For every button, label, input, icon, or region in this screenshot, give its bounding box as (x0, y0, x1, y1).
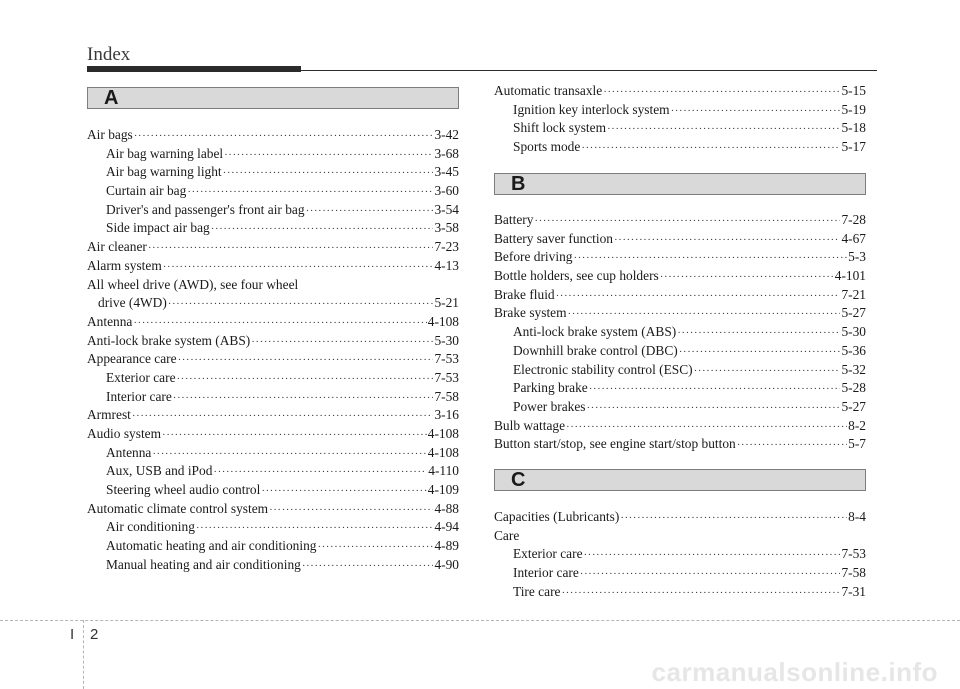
dot-leader (187, 183, 433, 202)
index-term: Curtain air bag (106, 183, 187, 199)
dot-leader (607, 120, 840, 139)
page-reference: 5-15 (841, 83, 866, 98)
page-reference: 5-7 (848, 436, 866, 452)
index-term: Audio system (87, 426, 162, 441)
page-reference: 7-53 (434, 351, 459, 367)
dot-leader (261, 482, 426, 501)
index-term: Anti-lock brake system (ABS) (513, 324, 677, 340)
index-term: Antenna (87, 313, 133, 329)
index-entry (494, 286, 866, 305)
index-entry (87, 332, 459, 351)
page-reference: 4-88 (434, 500, 459, 516)
index-term: Care (494, 527, 520, 543)
page-reference: 7-58 (434, 388, 459, 404)
page-reference: 5-30 (434, 332, 459, 348)
index-term: Air bag warning label (106, 145, 224, 161)
dot-leader (671, 102, 841, 121)
dot-leader (148, 239, 434, 258)
page-reference: 7-28 (841, 212, 866, 227)
index-list-a-continued (494, 82, 866, 157)
page-reference: 5-3 (848, 249, 866, 265)
index-term: Appearance care (87, 351, 177, 367)
dot-leader (568, 305, 841, 324)
dot-leader (603, 83, 840, 102)
index-entry (87, 500, 459, 519)
index-entry (87, 481, 459, 500)
index-entry (87, 145, 459, 164)
index-term: Brake system (494, 305, 567, 321)
index-entry (87, 350, 459, 369)
index-term: Battery saver function (494, 230, 613, 246)
dot-leader (660, 268, 834, 287)
section-header-b (494, 173, 866, 195)
index-term: Automatic climate control system (87, 500, 269, 516)
index-entry (87, 462, 459, 481)
index-entry (87, 313, 459, 332)
page-reference: 4-67 (841, 230, 866, 246)
page-reference: 7-21 (841, 286, 866, 302)
dot-leader (134, 127, 434, 146)
index-term: Interior care (513, 565, 579, 581)
page-reference: 4-101 (834, 268, 866, 284)
index-term: Manual heating and air conditioning (106, 556, 301, 572)
page-reference: 7-53 (841, 546, 866, 562)
dot-leader (737, 436, 847, 455)
index-term: Side impact air bag (106, 220, 210, 236)
section-letter-b: B (511, 173, 526, 195)
dot-leader (694, 362, 841, 381)
index-entry (87, 182, 459, 201)
page-reference: 7-31 (841, 583, 866, 599)
index-entry (494, 527, 866, 546)
page-title: Index (87, 44, 131, 65)
dot-leader (573, 249, 847, 268)
dot-leader (196, 519, 434, 538)
index-entry (494, 323, 866, 342)
section-header-a (87, 87, 459, 109)
index-term: Air bag warning light (106, 164, 222, 180)
index-entry (87, 444, 459, 463)
index-entry (494, 398, 866, 417)
index-term: Battery (494, 212, 534, 227)
dot-leader (584, 546, 841, 565)
index-entry (494, 379, 866, 398)
dot-leader (580, 565, 841, 584)
page-reference: 3-54 (434, 201, 459, 217)
page-reference: 5-18 (841, 120, 866, 136)
index-entry (87, 257, 459, 276)
index-term: Sports mode (513, 139, 581, 155)
index-entry (87, 406, 459, 425)
dot-leader (561, 584, 840, 603)
index-entry (87, 518, 459, 537)
page-reference: 4-89 (434, 538, 459, 554)
dot-leader (173, 389, 434, 408)
index-entry (494, 361, 866, 380)
index-entry (494, 211, 866, 230)
index-term: All wheel drive (AWD), see four wheel (87, 276, 299, 292)
page-reference: 5-19 (841, 101, 866, 117)
index-term: drive (4WD) (98, 295, 167, 311)
index-entry (494, 564, 866, 583)
header-rule-thin (301, 70, 877, 71)
index-term: Air cleaner (87, 239, 147, 255)
page-reference: 4-109 (427, 482, 459, 498)
index-term: Alarm system (87, 257, 162, 273)
dot-leader (587, 399, 841, 418)
index-entry (87, 163, 459, 182)
index-entry (87, 294, 459, 313)
section-letter-a: A (104, 87, 119, 109)
dot-leader (163, 258, 434, 277)
index-term: Automatic heating and air conditioning (106, 538, 317, 554)
dot-leader (317, 538, 433, 557)
index-term: Capacities (Lubricants) (494, 509, 620, 524)
index-term: Exterior care (106, 369, 176, 385)
dot-leader (224, 146, 433, 165)
dot-leader (132, 407, 434, 426)
dot-leader (213, 463, 427, 482)
index-entry (87, 388, 459, 407)
index-term: Bulb wattage (494, 417, 566, 433)
page-reference: 4-108 (427, 444, 459, 460)
index-term: Brake fluid (494, 286, 555, 302)
index-entry (87, 556, 459, 575)
index-term: Aux, USB and iPod (106, 463, 213, 479)
watermark: carmanualsonline.info (651, 657, 938, 687)
page-reference: 3-42 (434, 127, 459, 142)
page-reference: 5-27 (841, 305, 866, 321)
index-entry (494, 138, 866, 157)
index-entry (494, 248, 866, 267)
dot-leader (620, 509, 847, 528)
index-entry (494, 304, 866, 323)
index-term: Shift lock system (513, 120, 606, 136)
page-reference: 5-32 (841, 361, 866, 377)
index-entry (87, 219, 459, 238)
dot-leader (133, 314, 426, 333)
index-term: Parking brake (513, 380, 588, 396)
index-entry (494, 230, 866, 249)
index-entry (494, 508, 866, 527)
dot-leader (534, 212, 840, 231)
index-term: Button start/stop, see engine start/stop button (494, 436, 736, 452)
dot-leader (251, 333, 433, 352)
dot-leader (223, 164, 434, 183)
page-reference: 8-2 (848, 417, 866, 433)
index-entry (87, 425, 459, 444)
page-reference: 5-36 (841, 342, 866, 358)
dot-leader (556, 287, 841, 306)
index-term: Ignition key interlock system (513, 101, 670, 117)
index-term: Armrest (87, 407, 131, 423)
header-rule-thick (87, 66, 301, 72)
dot-leader (177, 370, 434, 389)
index-term: Driver's and passenger's front air bag (106, 201, 305, 217)
dot-leader (211, 220, 434, 239)
page-reference: 4-108 (427, 313, 459, 329)
index-term: Air bags (87, 127, 133, 142)
page-reference: 7-23 (434, 239, 459, 255)
footer-page-number: 2 (90, 626, 99, 643)
page-reference: 3-16 (434, 407, 459, 423)
page-reference: 4-13 (434, 257, 459, 273)
index-entry (87, 201, 459, 220)
index-term: Anti-lock brake system (ABS) (87, 332, 251, 348)
index-entry (494, 82, 866, 101)
page-reference: 3-60 (434, 183, 459, 199)
index-term: Downhill brake control (DBC) (513, 342, 678, 358)
page-reference: 5-17 (841, 139, 866, 155)
dot-leader (566, 418, 847, 437)
page-reference: 4-94 (434, 519, 459, 535)
index-term: Exterior care (513, 546, 583, 562)
page-reference: 5-27 (841, 398, 866, 414)
dot-leader (302, 557, 434, 576)
index-entry (494, 342, 866, 361)
page-reference: 5-30 (841, 324, 866, 340)
index-entry (494, 101, 866, 120)
index-term: Air conditioning (106, 519, 195, 535)
index-term: Interior care (106, 388, 172, 404)
footer-divider (83, 620, 84, 689)
page-reference: 7-53 (434, 369, 459, 385)
dot-leader (152, 445, 426, 464)
index-entry (494, 583, 866, 602)
index-entry (87, 369, 459, 388)
index-term: Steering wheel audio control (106, 482, 261, 498)
dot-leader (677, 324, 840, 343)
index-term: Before driving (494, 249, 573, 265)
page-reference: 7-58 (841, 565, 866, 581)
index-term: Bottle holders, see cup holders (494, 268, 659, 284)
page-reference: 4-90 (434, 556, 459, 572)
index-term: Electronic stability control (ESC) (513, 361, 693, 377)
dot-leader (614, 231, 840, 250)
dot-leader (589, 380, 841, 399)
index-term: Antenna (106, 444, 152, 460)
index-list-a (87, 126, 459, 575)
dot-leader (269, 501, 433, 520)
dot-leader (581, 139, 840, 158)
index-entry (494, 545, 866, 564)
section-header-c (494, 469, 866, 491)
footer-rule (0, 620, 960, 621)
footer-section-label: I (70, 626, 75, 643)
page-reference: 3-45 (434, 164, 459, 180)
page-reference: 5-21 (434, 295, 459, 311)
dot-leader (306, 202, 434, 221)
dot-leader (178, 351, 434, 370)
index-entry (494, 119, 866, 138)
page-reference: 3-68 (434, 145, 459, 161)
page-reference: 5-28 (841, 380, 866, 396)
dot-leader (162, 426, 427, 445)
index-entry (494, 435, 866, 454)
index-entry (87, 126, 459, 145)
dot-leader (168, 295, 434, 314)
index-list-b (494, 211, 866, 454)
index-list-c (494, 508, 866, 601)
section-letter-c: C (511, 469, 526, 491)
index-entry (87, 276, 459, 295)
index-entry (494, 417, 866, 436)
index-entry (87, 238, 459, 257)
index-term: Tire care (513, 583, 561, 599)
index-entry (87, 537, 459, 556)
page-reference: 8-4 (848, 509, 866, 524)
page-reference: 4-110 (428, 463, 459, 479)
index-term: Automatic transaxle (494, 83, 603, 98)
index-term: Power brakes (513, 398, 586, 414)
dot-leader (679, 343, 841, 362)
page-reference: 4-108 (427, 426, 459, 441)
index-entry (494, 267, 866, 286)
page-reference: 3-58 (434, 220, 459, 236)
